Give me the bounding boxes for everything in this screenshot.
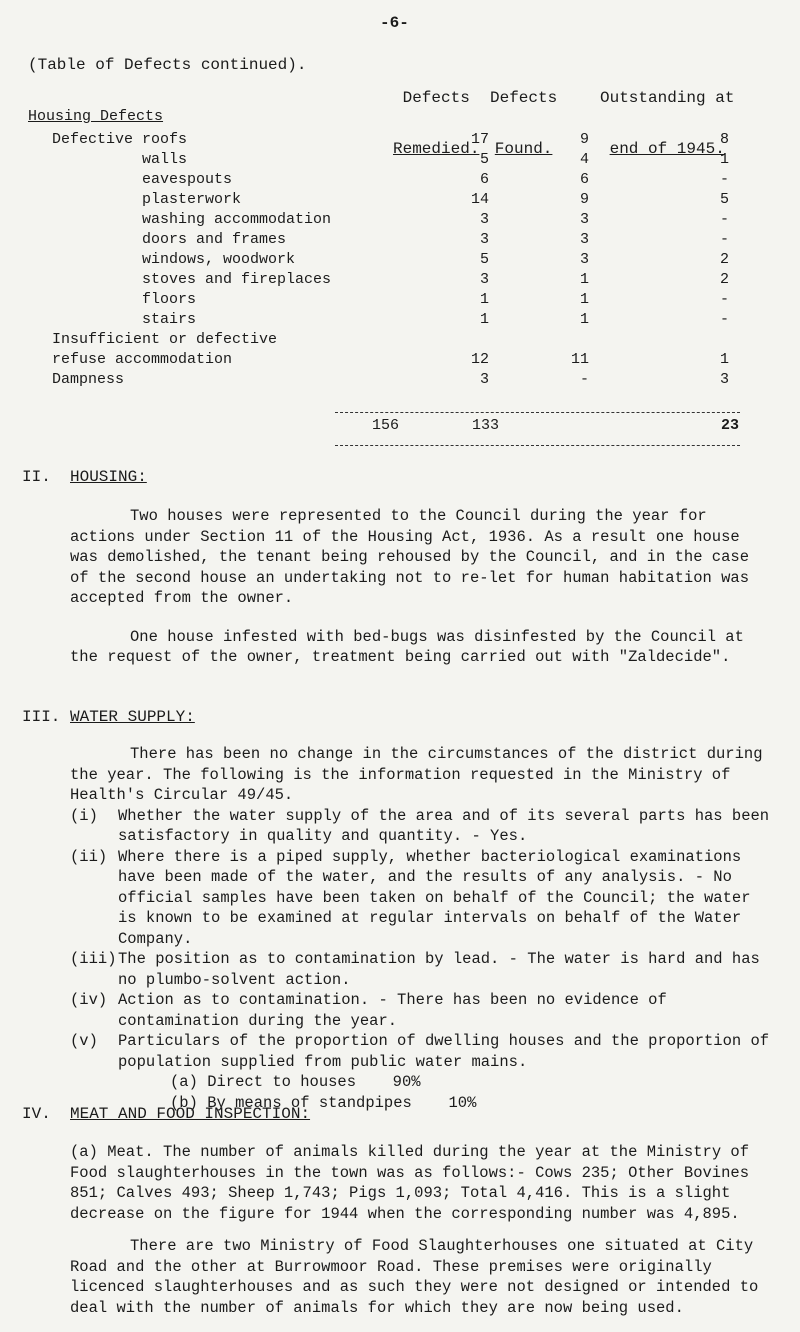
- row-label: windows, woodwork: [142, 251, 296, 268]
- col-header-remedied-line1: Defects: [402, 89, 470, 107]
- table-row: [52, 290, 729, 310]
- col-header-outstanding-line1: Outstanding at: [600, 89, 735, 107]
- total-remedied: 156: [371, 417, 399, 434]
- total-found: 133: [471, 417, 499, 434]
- water-item: [70, 847, 770, 950]
- cell-outstanding: [589, 330, 729, 350]
- water-sub-item: [70, 1072, 770, 1093]
- cell-remedied: 3: [479, 371, 489, 388]
- water-item: [70, 806, 770, 847]
- cell-found: -: [579, 371, 589, 388]
- table-row: [52, 130, 729, 150]
- cell-remedied: 3: [479, 271, 489, 288]
- sub-item-label: (a) Direct to houses: [170, 1073, 357, 1091]
- water-item-text: Particulars of the proportion of dwelling houses and the proportion of population supplied from public water mains.: [118, 1032, 770, 1071]
- cell-remedied: 1: [479, 291, 489, 308]
- meat-para-1: [70, 1142, 770, 1224]
- cell-found: 9: [579, 131, 589, 148]
- water-section: [70, 744, 770, 1113]
- housing-numeral: II.: [22, 468, 51, 486]
- cell-outstanding: -: [719, 171, 729, 188]
- cell-remedied: 12: [470, 351, 489, 368]
- cell-remedied: 1: [479, 311, 489, 328]
- cell-outstanding: 5: [719, 191, 729, 208]
- sub-item-value: 90%: [392, 1073, 421, 1091]
- cell-remedied: 6: [479, 171, 489, 188]
- col-header-found-line2: Found.: [494, 140, 553, 158]
- cell-remedied: 14: [470, 191, 489, 208]
- cell-remedied: 5: [479, 251, 489, 268]
- page-number: -6-: [380, 14, 409, 32]
- cell-found: 6: [579, 171, 589, 188]
- row-label: doors and frames: [142, 231, 287, 248]
- cell-outstanding: -: [719, 231, 729, 248]
- meat-para-1-text: The number of animals killed during the year at the Ministry of Food slaughterhouses in the town was as follows:- Cows 235; Other Bovines 851; Calves 493; Sheep 1,743; Pigs 1,093; Total 4,416. This is a slight decrease on the figure for 1944 when the corresponding number was 4,895.: [70, 1143, 750, 1223]
- meat-numeral: IV.: [22, 1105, 51, 1123]
- water-intro: There has been no change in the circumstances of the district during the year. The following is the information requested in the Ministry of Health's Circular 49/45.: [70, 745, 763, 804]
- water-numeral: III.: [22, 708, 61, 726]
- cell-found: 1: [579, 311, 589, 328]
- cell-found: [489, 330, 589, 350]
- water-item: [70, 1031, 770, 1072]
- row-label: Insufficient or defective: [52, 331, 278, 348]
- cell-outstanding: -: [719, 311, 729, 328]
- cell-remedied: 3: [479, 211, 489, 228]
- cell-found: 4: [579, 151, 589, 168]
- row-label: eavespouts: [142, 171, 233, 188]
- cell-outstanding: -: [719, 291, 729, 308]
- cell-outstanding: 3: [719, 371, 729, 388]
- housing-para-2: One house infested with bed-bugs was disinfested by the Council at the request of the owner, treatment being carried out with "Zaldecide".: [70, 627, 744, 666]
- cell-outstanding: 8: [719, 131, 729, 148]
- col-header-outstanding-line2: end of 1945.: [609, 140, 725, 158]
- row-label: stairs: [142, 311, 197, 328]
- meat-section: [70, 1142, 770, 1318]
- cell-found: 3: [579, 231, 589, 248]
- water-item-text: The position as to contamination by lead. - The water is hard and has no plumbo-solvent action.: [118, 950, 760, 989]
- sub-item-value: 10%: [448, 1093, 477, 1112]
- housing-section: [70, 506, 770, 668]
- row-label: Defective roofs: [52, 131, 188, 148]
- table-row: [52, 210, 729, 230]
- cell-found: 3: [579, 251, 589, 268]
- cell-outstanding: 1: [719, 151, 729, 168]
- cell-found: 1: [579, 291, 589, 308]
- cell-outstanding: 2: [719, 271, 729, 288]
- cell-found: 3: [579, 211, 589, 228]
- table-rule-top: [335, 412, 740, 413]
- water-item: [70, 949, 770, 990]
- row-label: stoves and fireplaces: [142, 271, 332, 288]
- cell-remedied: 17: [470, 131, 489, 148]
- cell-outstanding: 2: [719, 251, 729, 268]
- table-row: [52, 230, 729, 250]
- meat-para-1-label: (a) Meat.: [70, 1143, 154, 1161]
- group-heading: Housing Defects: [28, 108, 164, 125]
- cell-outstanding: -: [719, 211, 729, 228]
- table-row: [52, 190, 729, 210]
- table-caption: (Table of Defects continued).: [28, 56, 307, 74]
- cell-remedied: [427, 330, 489, 350]
- housing-heading: HOUSING:: [70, 468, 147, 486]
- row-label: Dampness: [52, 371, 125, 388]
- cell-remedied: 3: [479, 231, 489, 248]
- table-rule-bottom: [335, 445, 740, 446]
- table-row: [52, 330, 729, 350]
- row-label: walls: [142, 151, 188, 168]
- table-row: [52, 370, 729, 390]
- water-heading: WATER SUPPLY:: [70, 708, 195, 726]
- col-header-remedied-line2: Remedied.: [393, 140, 480, 158]
- row-label: floors: [142, 291, 197, 308]
- table-row: [52, 250, 729, 270]
- water-item-number: (i): [70, 806, 98, 825]
- water-item-number: (iii): [70, 950, 117, 968]
- defects-table: [52, 130, 729, 390]
- table-row: [52, 270, 729, 290]
- water-items-list: [70, 806, 770, 1073]
- water-item-number: (v): [70, 1032, 98, 1050]
- row-label: washing accommodation: [142, 211, 332, 228]
- row-label: plasterwork: [142, 191, 242, 208]
- meat-heading: MEAT AND FOOD INSPECTION:: [70, 1105, 311, 1123]
- col-header-found-line1: Defects: [490, 89, 558, 107]
- row-label: refuse accommodation: [52, 351, 233, 368]
- housing-para-1: Two houses were represented to the Council during the year for actions under Section 11 of the Housing Act, 1936. As a result one house was demolished, the tenant being rehoused by the Council, and in the case of the second house an undertaking not to re-let for human habitation was accepted from the owner.: [70, 507, 750, 607]
- water-item-number: (iv): [70, 991, 108, 1009]
- table-row: [52, 350, 729, 370]
- water-item-number: (ii): [70, 847, 108, 866]
- water-item: [70, 990, 770, 1031]
- cell-found: 1: [579, 271, 589, 288]
- sub-item-label: (b) By means of standpipes: [170, 1093, 412, 1112]
- cell-remedied: 5: [479, 151, 489, 168]
- water-item-text: Action as to contamination. - There has been no evidence of contamination during the year.: [118, 991, 667, 1030]
- water-item-text: Whether the water supply of the area and of its several parts has been satisfactory in quality and quantity. - Yes.: [118, 806, 770, 845]
- cell-outstanding: 1: [719, 351, 729, 368]
- cell-found: 11: [570, 351, 589, 368]
- water-item-text: Where there is a piped supply, whether bacteriological examinations have been made of the water, and the results of any analysis. - No official samples have been taken on behalf of the Council; the water is known to be examined at regular intervals on behalf of the Water Company.: [118, 847, 751, 948]
- meat-para-2: There are two Ministry of Food Slaughterhouses one situated at City Road and the other at Burrowmoor Road. These premises were originally licenced slaughterhouses and as such they were not designed or intended to deal with the number of animals for which they are now being used.: [70, 1237, 759, 1317]
- cell-found: 9: [579, 191, 589, 208]
- table-row: [52, 310, 729, 330]
- table-row: [52, 170, 729, 190]
- table-row: [52, 150, 729, 170]
- total-outstanding: 23: [720, 417, 739, 434]
